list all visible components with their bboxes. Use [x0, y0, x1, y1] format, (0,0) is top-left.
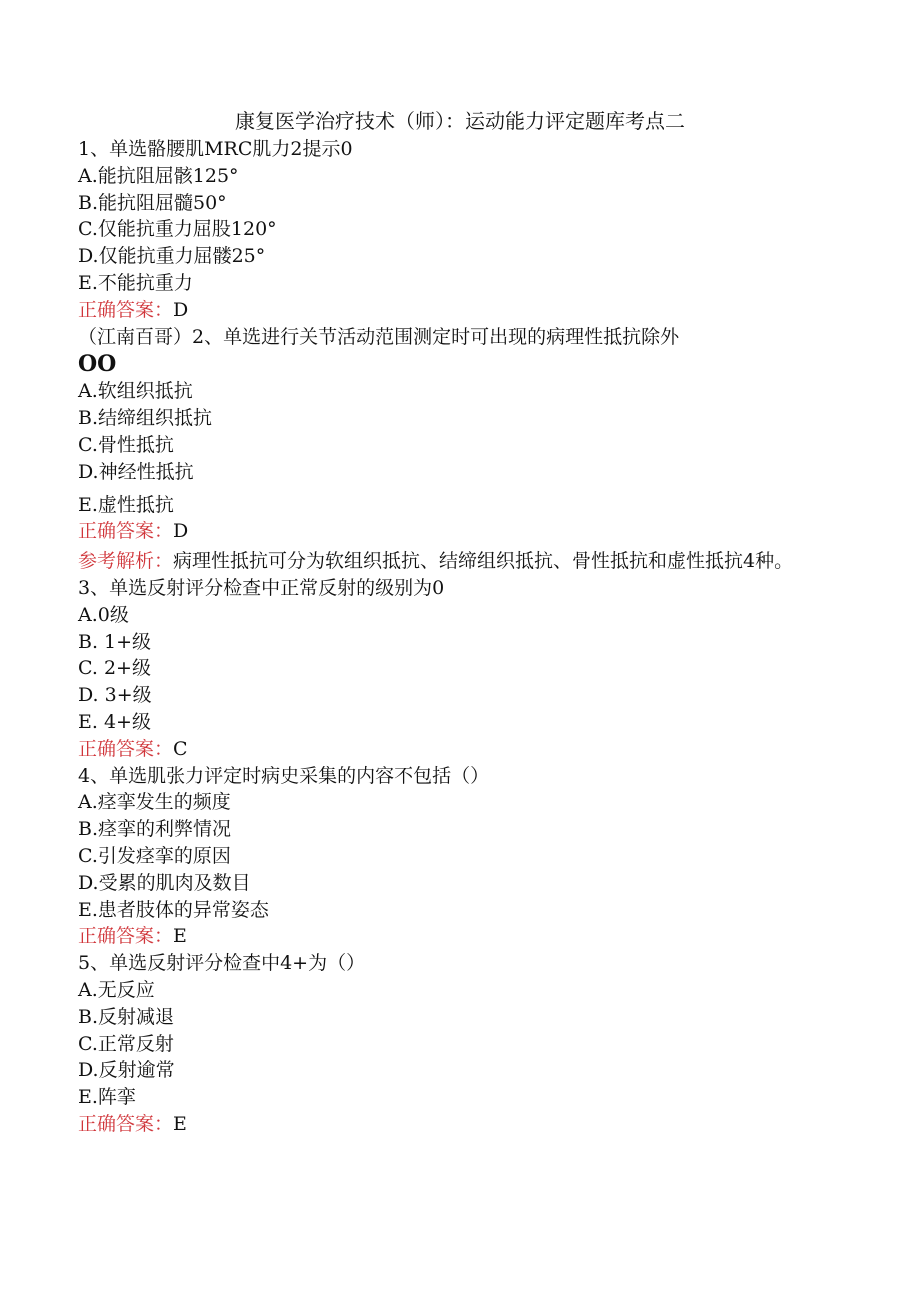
- answer-line: [78, 297, 848, 324]
- option-a: A.痉挛发生的频度: [78, 791, 231, 814]
- option-b: B.痉挛的利弊情况: [78, 818, 232, 841]
- answer-label: 正确答案：: [78, 737, 174, 760]
- question-list: [78, 136, 848, 1138]
- option-d: D. 3+级: [78, 684, 152, 707]
- question-2: [78, 324, 848, 575]
- answer-line: [78, 518, 848, 545]
- question-stem: 5、单选反射评分检查中4+为（）: [78, 952, 366, 975]
- option-a: A.0级: [78, 603, 129, 626]
- option-a: A.能抗阻屈骸125°: [78, 164, 239, 187]
- question-stem-tail: OO: [78, 351, 117, 378]
- option-b: B.结缔组织抵抗: [78, 407, 213, 430]
- answer-value: E: [173, 925, 187, 948]
- answer-line: [78, 923, 848, 950]
- answer-value: C: [173, 737, 188, 760]
- question-stem: 1、单选骼腰肌MRC肌力2提示0: [78, 138, 353, 160]
- option-c: C.骨性抵抗: [78, 433, 174, 456]
- answer-value: D: [173, 520, 189, 543]
- option-a: A.软组织抵抗: [78, 380, 193, 403]
- question-4: [78, 763, 848, 951]
- answer-label: 正确答案：: [78, 520, 174, 543]
- analysis: [78, 548, 848, 575]
- option-e: E. 4+级: [78, 710, 151, 733]
- option-e: E.不能抗重力: [78, 271, 193, 294]
- option-b: B.反射减退: [78, 1005, 175, 1028]
- question-3: [78, 575, 848, 763]
- option-a: A.无反应: [78, 978, 155, 1001]
- answer-label: 正确答案：: [78, 1112, 174, 1135]
- option-e: E.患者肢体的异常姿态: [78, 898, 269, 921]
- question-5: [78, 950, 848, 1138]
- option-b: B. 1+级: [78, 630, 152, 653]
- question-stem: 3、单选反射评分检查中正常反射的级别为0: [78, 576, 445, 599]
- answer-value: E: [173, 1112, 187, 1135]
- question-stem: 4、单选肌张力评定时病史采集的内容不包括（）: [78, 764, 490, 787]
- option-c: C.仅能抗重力屈股120°: [78, 218, 277, 241]
- option-d: D.受累的肌肉及数目: [78, 871, 251, 894]
- analysis-text: 病理性抵抗可分为软组织抵抗、结缔组织抵抗、骨性抵抗和虚性抵抗4种。: [173, 550, 794, 573]
- page-title: 康复医学治疗技术（师）：运动能力评定题库考点二: [235, 109, 685, 133]
- answer-label: 正确答案：: [78, 925, 174, 948]
- option-e: E.阵挛: [78, 1086, 136, 1109]
- option-c: C. 2+级: [78, 657, 151, 680]
- option-b: B.能抗阻屈髓50°: [78, 191, 227, 214]
- option-c: C.正常反射: [78, 1032, 174, 1055]
- answer-value: D: [173, 298, 189, 321]
- analysis-label: 参考解析：: [78, 550, 174, 573]
- answer-line: [78, 736, 848, 763]
- question-1: [78, 136, 848, 324]
- option-d: D.反射逾常: [78, 1059, 175, 1082]
- option-c: C.引发痉挛的原因: [78, 844, 231, 867]
- answer-line: [78, 1111, 848, 1138]
- option-e: E.虚性抵抗: [78, 493, 174, 516]
- answer-label: 正确答案：: [78, 298, 174, 321]
- option-d: D.仅能抗重力屈髅25°: [78, 245, 266, 268]
- question-stem: （江南百哥）2、单选进行关节活动范围测定时可出现的病理性抵抗除外: [78, 325, 680, 348]
- option-d: D.神经性抵抗: [78, 460, 194, 483]
